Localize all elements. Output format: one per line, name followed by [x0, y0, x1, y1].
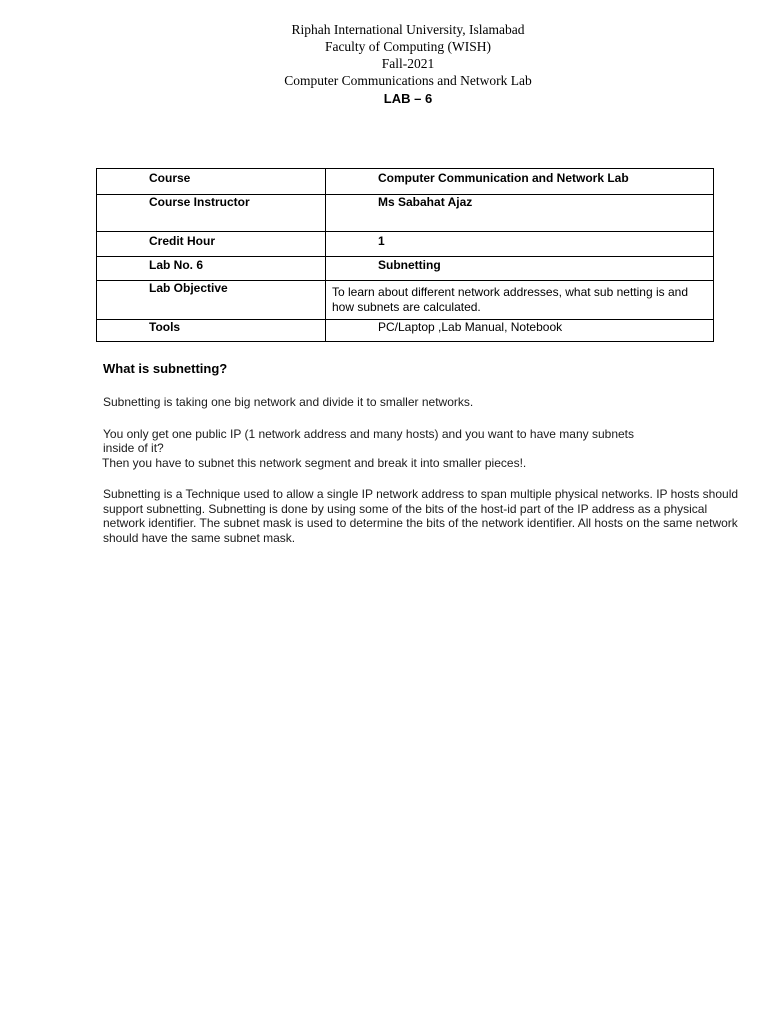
row-value: 1: [326, 232, 714, 257]
table-row: [97, 257, 714, 281]
course-title: Computer Communications and Network Lab: [284, 73, 532, 88]
document-header: [0, 21, 768, 107]
row-label: Lab No. 6: [97, 257, 326, 281]
row-label: Credit Hour: [97, 232, 326, 257]
paragraph: Subnetting is a Technique used to allow a single IP network address to span multiple physical networks. IP hosts should support subnetting. Subnetting is done by using some of the bits of the host-id part of the IP address as a physical network identifier. The subnet mask is used to determine the bits of the network identifier. All hosts on the same network should have the same subnet mask.: [103, 487, 739, 545]
section-heading: What is subnetting?: [103, 361, 228, 376]
paragraph: Then you have to subnet this network segment and break it into smaller pieces!.: [102, 455, 527, 470]
row-label: Lab Objective: [97, 281, 326, 320]
row-value: Subnetting: [326, 257, 714, 281]
table-row: [97, 169, 714, 195]
lab-title: LAB – 6: [383, 91, 433, 106]
university-name: Riphah International University, Islamabad: [291, 22, 525, 37]
course-info-table: [96, 168, 714, 342]
row-value: Ms Sabahat Ajaz: [326, 195, 714, 232]
row-label: Course: [97, 169, 326, 195]
row-value: To learn about different network addresses, what sub netting is and how subnets are calculated.: [326, 281, 714, 320]
document-body: [103, 360, 743, 545]
row-label: Tools: [97, 320, 326, 342]
table-row: [97, 320, 714, 342]
row-value: PC/Laptop ,Lab Manual, Notebook: [326, 320, 714, 342]
row-value: Computer Communication and Network Lab: [326, 169, 714, 195]
table-row: [97, 281, 714, 320]
paragraph: You only get one public IP (1 network address and many hosts) and you want to have many subnets inside of it?: [103, 426, 634, 455]
row-label: Course Instructor: [97, 195, 326, 232]
paragraph: Subnetting is taking one big network and divide it to smaller networks.: [103, 395, 474, 409]
faculty-name: Faculty of Computing (WISH): [324, 39, 492, 54]
table-row: [97, 232, 714, 257]
table-row: [97, 195, 714, 232]
term: Fall-2021: [381, 56, 435, 71]
